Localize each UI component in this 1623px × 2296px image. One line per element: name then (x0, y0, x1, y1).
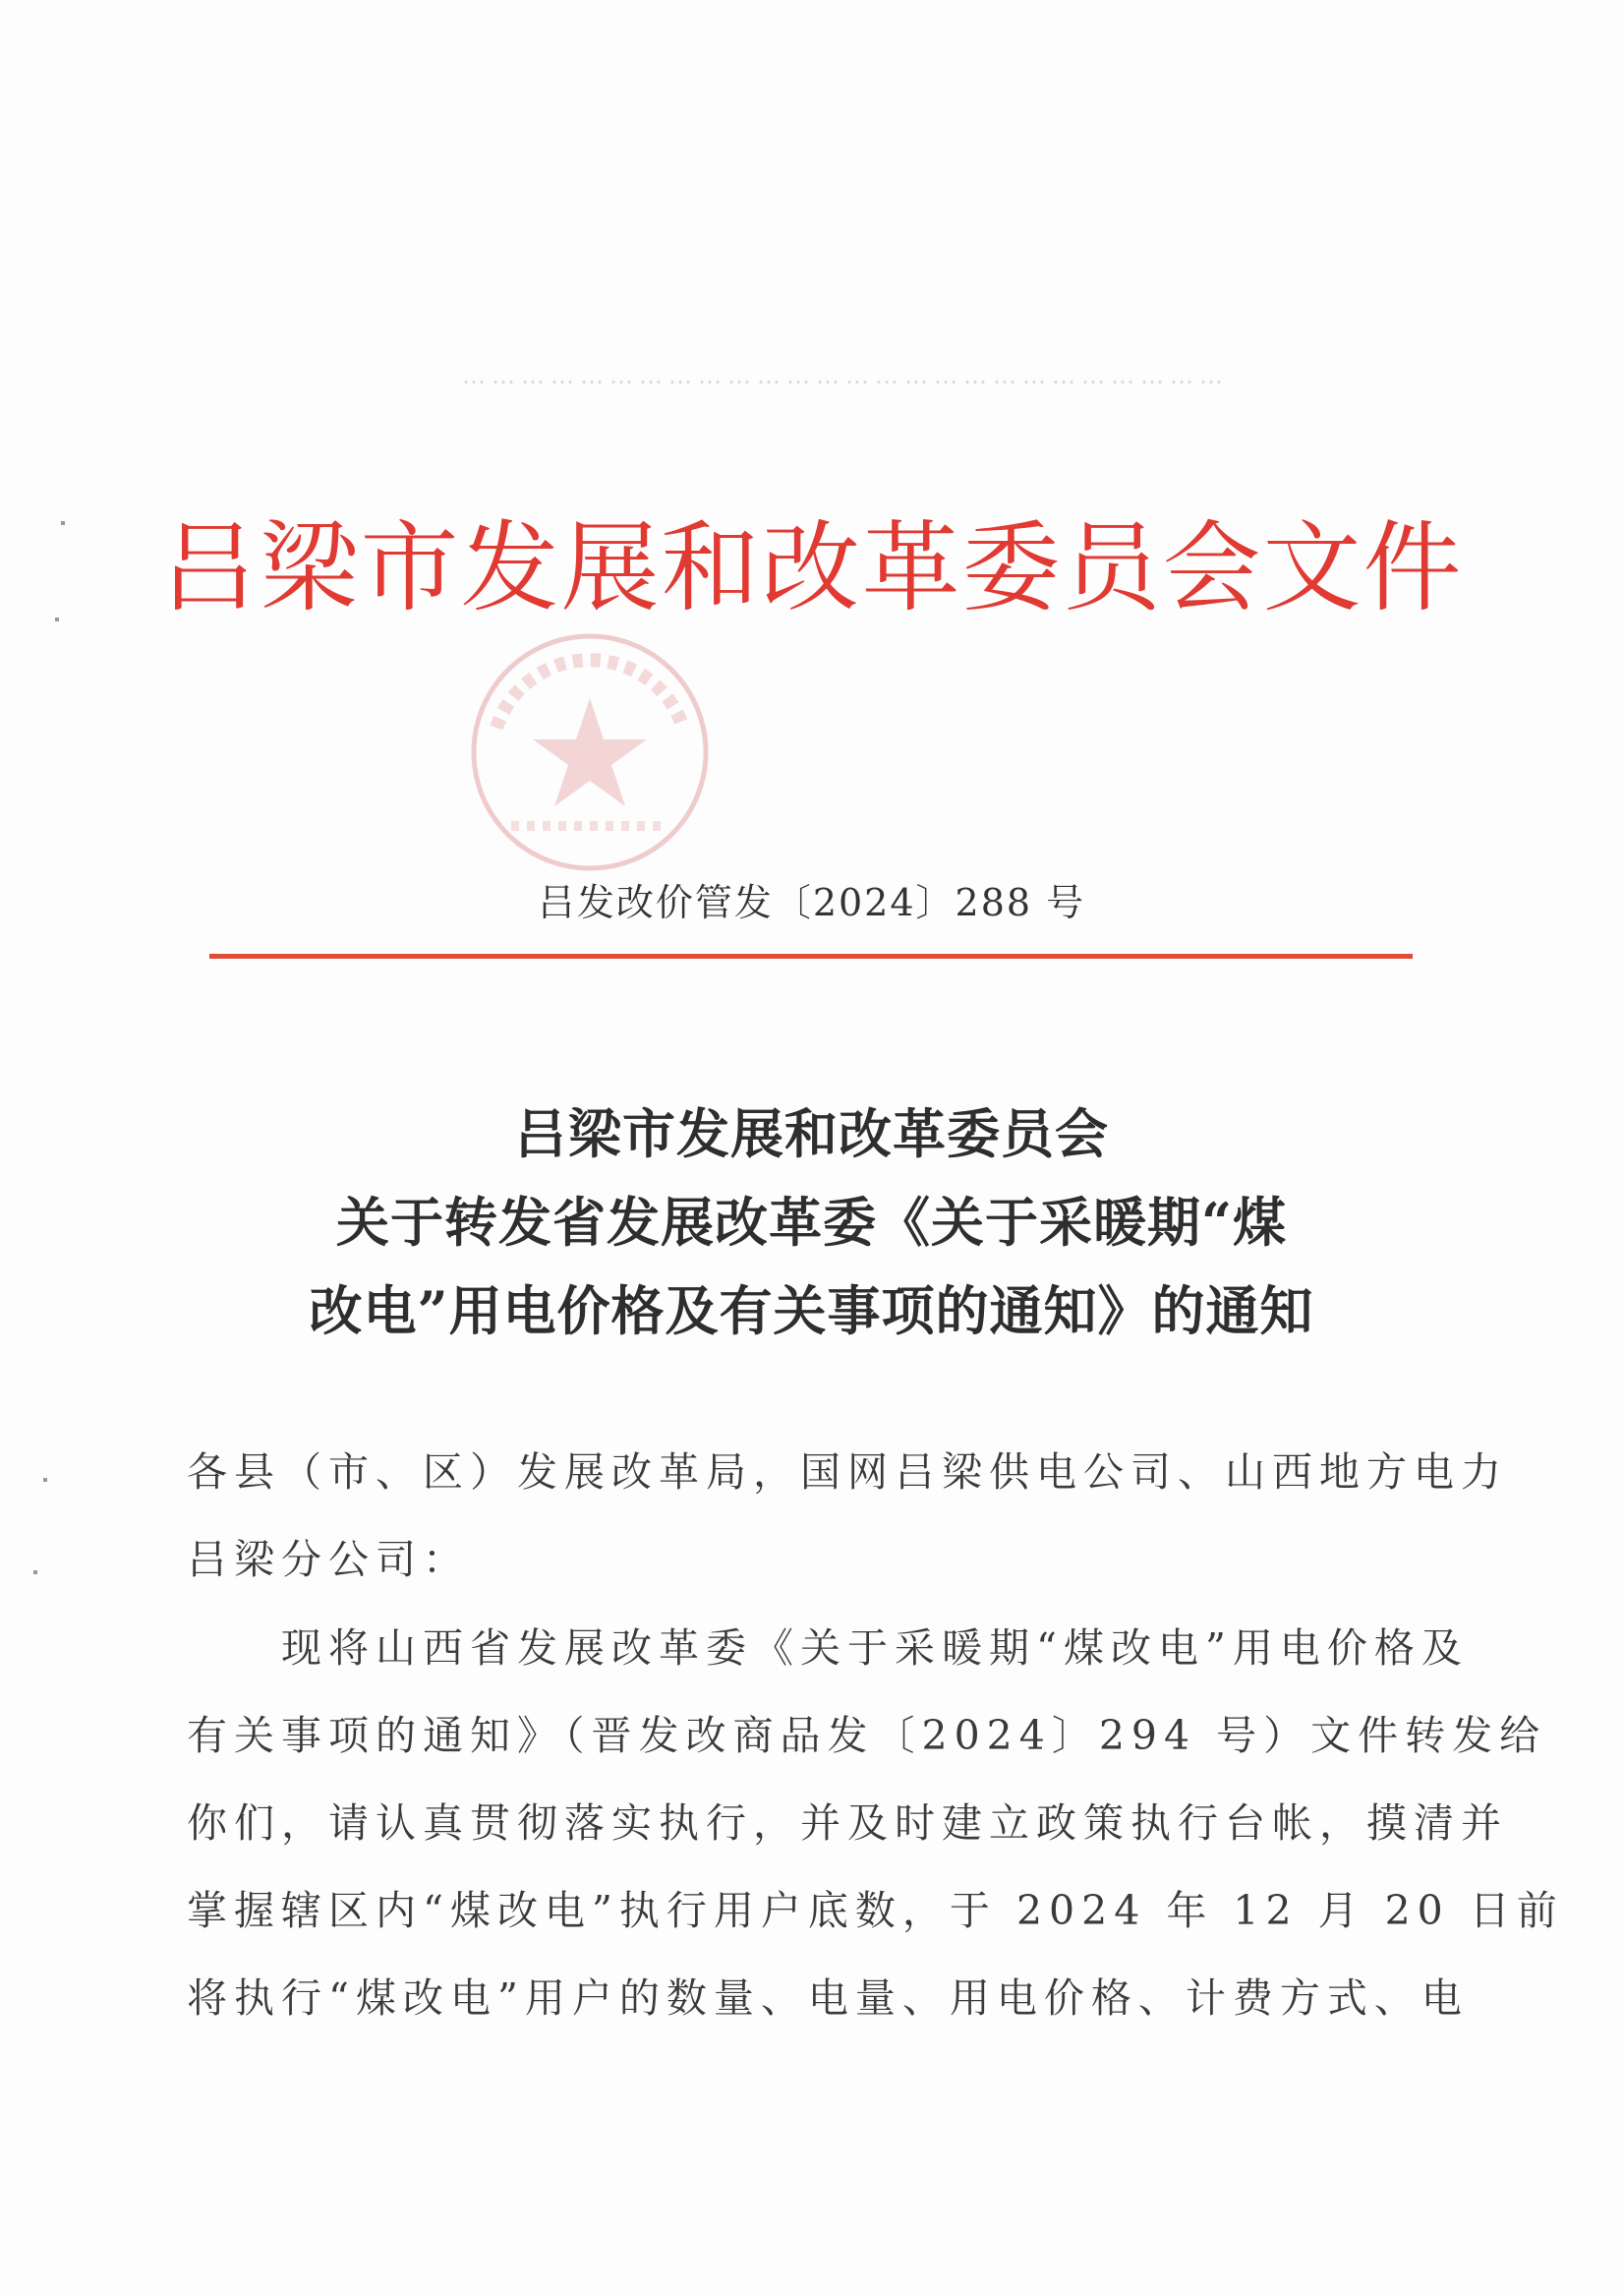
paragraph-line-3: 你们，请认真贯彻落实执行，并及时建立政策执行台帐，摸清并 (187, 1799, 1508, 1847)
official-seal-stamp (423, 629, 757, 875)
scan-speck (61, 521, 65, 525)
paragraph-line-2: 有关事项的通知》（晋发改商品发〔2024〕294 号）文件转发给 (187, 1712, 1547, 1759)
addressee-block (187, 1429, 1508, 1604)
scan-speck (43, 1478, 47, 1482)
paragraph-line-5: 将执行“煤改电”用户的数量、电量、用电价格、计费方式、电 (187, 1974, 1469, 2022)
paragraph-line-4: 掌握辖区内“煤改电”执行用户底数，于 2024 年 12 月 20 日前 (187, 1887, 1564, 1934)
document-number: 吕发改价管发〔2024〕288 号 (537, 881, 1086, 924)
addressee-line-2: 吕梁分公司： (187, 1536, 470, 1583)
faint-bleed-through-text: …………………………………………………………………… (462, 362, 1229, 389)
addressee-line-1: 各县（市、区）发展改革局，国网吕梁供电公司、山西地方电力 (187, 1448, 1508, 1496)
red-divider-rule (209, 954, 1413, 959)
document-title (0, 1089, 1623, 1355)
title-line-2: 关于转发省发展改革委《关于采暖期“煤 (335, 1191, 1288, 1254)
document-header: 吕梁市发展和改革委员会文件 (159, 510, 1464, 625)
paragraph-line-1: 现将山西省发展改革委《关于采暖期“煤改电”用电价格及 (187, 1624, 1469, 1672)
scan-speck (33, 1570, 37, 1574)
title-line-3: 改电”用电价格及有关事项的通知》的通知 (309, 1279, 1314, 1342)
scan-speck (55, 618, 59, 621)
body-paragraph (187, 1605, 1564, 2042)
title-line-1: 吕梁市发展和改革委员会 (514, 1102, 1109, 1165)
